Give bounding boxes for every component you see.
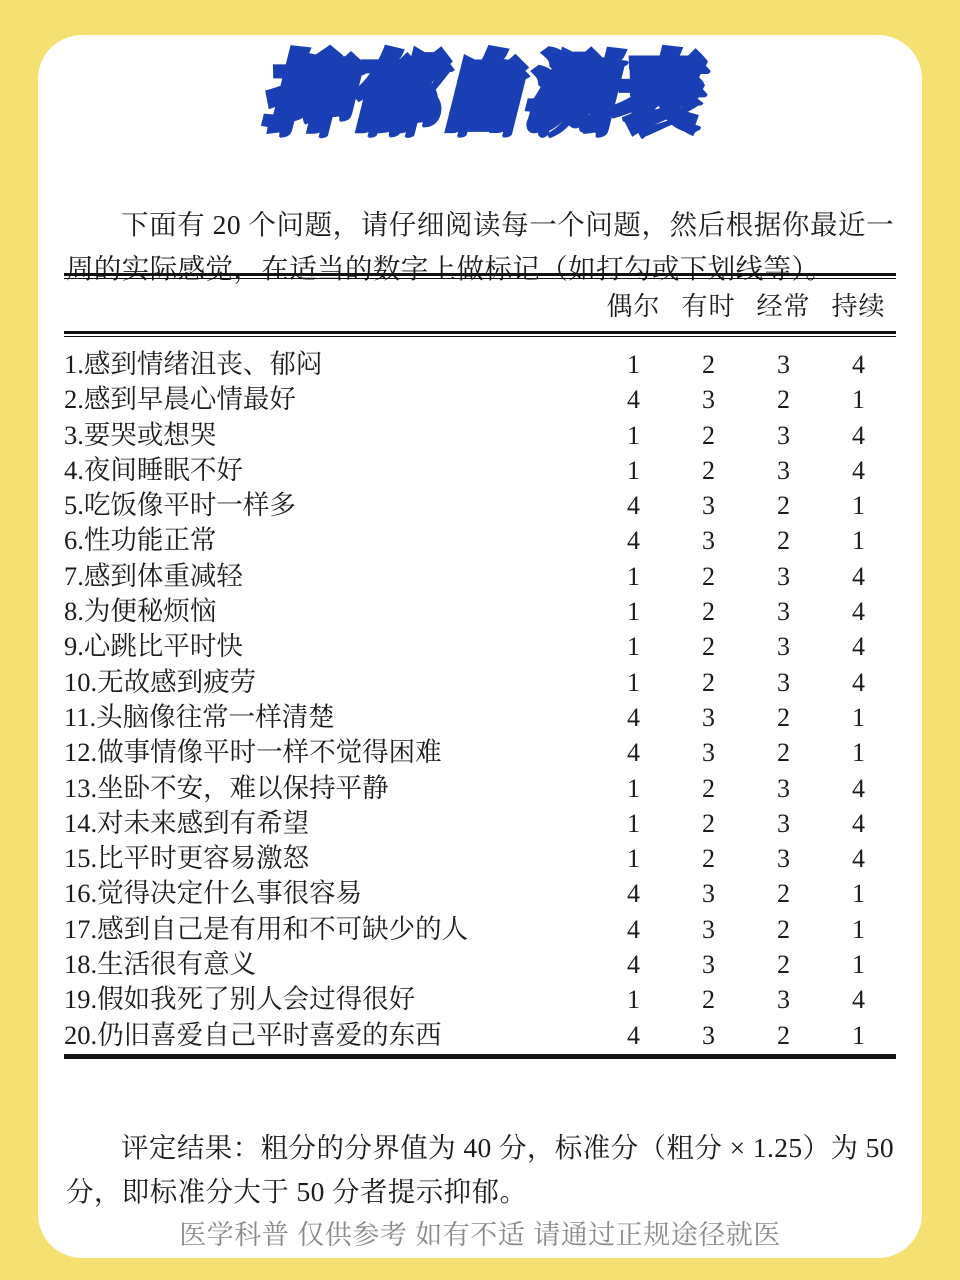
table-row: [64, 766, 896, 801]
question-label: 1.感到情绪沮丧、郁闷: [64, 349, 323, 379]
table-row: [64, 342, 896, 377]
table-bottom-rule: [64, 1054, 896, 1059]
score-cell[interactable]: 3: [777, 667, 790, 697]
question-label: 7.感到体重减轻: [64, 560, 243, 591]
column-header-persistent: 持续: [831, 292, 886, 321]
score-cell[interactable]: 3: [702, 879, 715, 909]
score-cell[interactable]: 1: [627, 985, 640, 1015]
score-cell[interactable]: 2: [777, 914, 790, 944]
score-cell[interactable]: 2: [777, 738, 790, 768]
title-banner: [38, 46, 922, 171]
table-row: [64, 695, 896, 730]
score-cell[interactable]: 3: [702, 702, 715, 732]
score-cell[interactable]: 2: [702, 844, 715, 874]
score-cell[interactable]: 4: [852, 350, 865, 379]
table-row: [64, 977, 896, 1015]
score-cell[interactable]: 2: [702, 632, 715, 662]
score-cell[interactable]: 3: [777, 420, 790, 450]
question-label: 12.做事情像平时一样不觉得困难: [64, 737, 442, 768]
score-cell[interactable]: 2: [702, 455, 715, 485]
score-cell[interactable]: 3: [777, 844, 790, 874]
question-label: 14.对未来感到有希望: [64, 807, 310, 838]
question-label: 3.要哭或想哭: [64, 419, 217, 450]
column-header-sometimes: 有时: [681, 292, 736, 321]
score-cell[interactable]: 3: [777, 773, 790, 803]
score-cell[interactable]: 4: [852, 667, 865, 697]
question-label: 20.仍旧喜爱自己平时喜爱的东西: [64, 1019, 442, 1050]
score-cell[interactable]: 2: [777, 526, 790, 556]
score-cell[interactable]: 1: [852, 950, 865, 980]
score-cell[interactable]: 1: [627, 350, 640, 379]
content-card: [38, 35, 922, 1258]
score-cell[interactable]: 2: [702, 420, 715, 450]
table-row: [64, 518, 896, 556]
column-header-occasionally: 偶尔: [606, 292, 661, 321]
question-label: 10.无故感到疲劳: [64, 666, 257, 697]
score-cell[interactable]: 4: [627, 702, 640, 732]
table-row: [64, 554, 896, 589]
score-cell[interactable]: 3: [777, 632, 790, 662]
table-body: [64, 337, 896, 1054]
score-cell[interactable]: 1: [627, 597, 640, 627]
table-row: [64, 448, 896, 483]
table-row: [64, 801, 896, 836]
question-label: 11.头脑像往常一样清楚: [64, 701, 335, 732]
score-cell[interactable]: 4: [627, 738, 640, 768]
question-label: 4.夜间睡眠不好: [64, 454, 243, 485]
score-cell[interactable]: 1: [852, 385, 865, 415]
table-row: [64, 730, 896, 768]
score-cell[interactable]: 1: [852, 738, 865, 768]
table-header-row: [64, 279, 896, 331]
score-cell[interactable]: 2: [702, 773, 715, 803]
question-label: 9.心跳比平时快: [64, 631, 243, 662]
table-row: [64, 871, 896, 909]
score-cell[interactable]: 4: [627, 385, 640, 415]
score-cell[interactable]: 4: [627, 1020, 640, 1050]
score-cell[interactable]: 4: [627, 526, 640, 556]
score-cell[interactable]: 1: [852, 879, 865, 909]
score-cell[interactable]: 1: [627, 455, 640, 485]
score-cell[interactable]: 2: [702, 597, 715, 627]
score-cell[interactable]: 1: [852, 914, 865, 944]
score-cell[interactable]: 4: [852, 632, 865, 662]
table-row: [64, 660, 896, 695]
score-cell[interactable]: 3: [777, 561, 790, 591]
question-label: 17.感到自己是有用和不可缺少的人: [64, 913, 469, 944]
question-label: 6.性功能正常: [64, 525, 217, 556]
score-cell[interactable]: 4: [627, 950, 640, 980]
question-label: 15.比平时更容易激怒: [64, 843, 310, 874]
score-cell[interactable]: 3: [777, 597, 790, 627]
question-label: 8.为便秘烦恼: [64, 596, 217, 627]
page-title: 抑郁自测表: [262, 46, 698, 139]
score-cell[interactable]: 1: [627, 420, 640, 450]
score-cell[interactable]: 1: [627, 844, 640, 874]
score-cell[interactable]: 2: [702, 808, 715, 838]
score-cell[interactable]: 4: [852, 985, 865, 1015]
score-cell[interactable]: 1: [852, 526, 865, 556]
score-cell[interactable]: 3: [702, 914, 715, 944]
score-cell[interactable]: 2: [777, 950, 790, 980]
question-label: 13.坐卧不安，难以保持平静: [64, 772, 389, 803]
table-row: [64, 942, 896, 980]
score-cell[interactable]: 1: [852, 702, 865, 732]
score-cell[interactable]: 4: [852, 420, 865, 450]
score-cell[interactable]: 1: [627, 632, 640, 662]
score-cell[interactable]: 2: [702, 350, 715, 379]
table-row: [64, 413, 896, 448]
table-row: [64, 624, 896, 662]
score-cell[interactable]: 3: [702, 385, 715, 415]
score-cell[interactable]: 4: [627, 914, 640, 944]
table-row: [64, 907, 896, 942]
score-cell[interactable]: 4: [852, 773, 865, 803]
question-label: 2.感到早晨心情最好: [64, 384, 296, 415]
score-cell[interactable]: 1: [627, 667, 640, 697]
score-cell[interactable]: 4: [627, 491, 640, 521]
question-label: 16.觉得决定什么事很容易: [64, 878, 363, 909]
score-cell[interactable]: 3: [702, 950, 715, 980]
score-cell[interactable]: 1: [627, 808, 640, 838]
score-cell[interactable]: 2: [777, 1020, 790, 1050]
score-cell[interactable]: 4: [852, 455, 865, 485]
question-label: 18.生活很有意义: [64, 949, 257, 980]
question-label: 19.假如我死了别人会过得很好: [64, 984, 416, 1015]
table-row: [64, 1013, 896, 1048]
score-cell[interactable]: 1: [852, 1020, 865, 1050]
score-cell[interactable]: 3: [702, 738, 715, 768]
table-row: [64, 377, 896, 415]
score-cell[interactable]: 2: [777, 879, 790, 909]
score-cell[interactable]: 2: [777, 385, 790, 415]
column-header-often: 经常: [756, 292, 811, 321]
score-cell[interactable]: 3: [777, 455, 790, 485]
score-cell[interactable]: 1: [852, 491, 865, 521]
score-cell[interactable]: 4: [627, 879, 640, 909]
table-row: [64, 483, 896, 521]
result-paragraph: 评定结果：粗分的分界值为 40 分，标准分（粗分 × 1.25）为 50 分，即标准分大于 50 分者提示抑郁。: [66, 1131, 894, 1208]
score-cell[interactable]: 3: [702, 491, 715, 521]
score-cell[interactable]: 2: [702, 985, 715, 1015]
score-cell[interactable]: 3: [702, 526, 715, 556]
score-cell[interactable]: 3: [777, 808, 790, 838]
score-cell[interactable]: 1: [627, 561, 640, 591]
disclaimer-text: 医学科普 仅供参考 如有不适 请通过正规途径就医: [179, 1220, 781, 1250]
table-row: [64, 589, 896, 627]
score-cell[interactable]: 3: [777, 350, 790, 379]
score-cell[interactable]: 3: [702, 1020, 715, 1050]
score-cell[interactable]: 3: [777, 985, 790, 1015]
score-cell[interactable]: 2: [777, 702, 790, 732]
score-cell[interactable]: 2: [702, 561, 715, 591]
question-label: 5.吃饭像平时一样多: [64, 490, 296, 521]
score-cell[interactable]: 4: [852, 597, 865, 627]
score-cell[interactable]: 4: [852, 561, 865, 591]
questionnaire-table: [64, 273, 896, 1059]
table-row: [64, 836, 896, 874]
score-cell[interactable]: 2: [777, 491, 790, 521]
score-cell[interactable]: 4: [852, 844, 865, 874]
score-cell[interactable]: 4: [852, 808, 865, 838]
score-cell[interactable]: 2: [702, 667, 715, 697]
intro-paragraph: 下面有 20 个问题，请仔细阅读每一个问题，然后根据你最近一周的实际感觉，在适当的数字上做标记（如打勾或下划线等）。: [66, 208, 894, 285]
score-cell[interactable]: 1: [627, 773, 640, 803]
